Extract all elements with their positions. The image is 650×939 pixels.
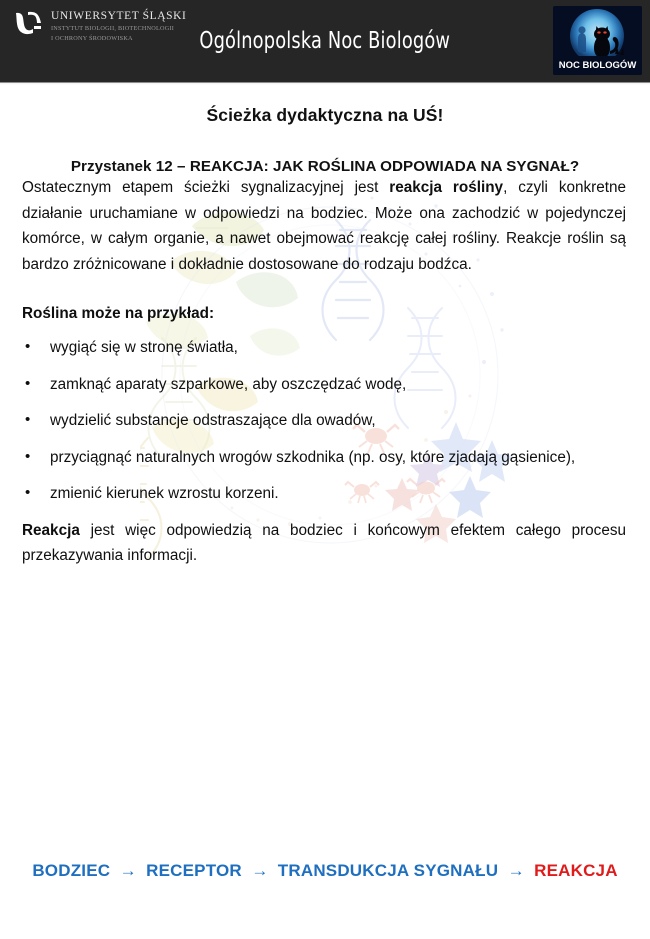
page-subtitle: Przystanek 12 – REAKCJA: JAK ROŚLINA ODPOWIADA NA SYGNAŁ? [70,158,580,175]
university-logo [14,9,187,44]
outro-bold-term: Reakcja [22,521,80,539]
badge-text: NOC BIOLOGÓW [558,60,637,71]
list-item: • wygiąć się w stronę światła, [22,335,626,361]
page-header [0,0,650,82]
university-wordmark [51,9,187,44]
chain-step-bodziec: BODZIEC [32,861,111,880]
page-title: Ścieżka dydaktyczna na UŚ! [206,105,444,125]
university-emblem-icon [14,10,44,37]
intro-text-part-2: , czyli konkretne działanie uruchamiane w odpowiedzi na bodziec. Może ona zachodzić w pojedynczej komórce, w całym organie, a nawet obejmować reakcję całej rośliny. Reakcje roślin są bardzo zróżnicowane i dokładnie dostosowane do rodzaju bodźca. [22,179,626,273]
list-item: • zmienić kierunek wzrostu korzeni. [22,481,626,507]
chain-step-receptor: RECEPTOR [146,861,242,880]
intro-paragraph [22,175,626,277]
signal-pathway-chain [0,861,650,881]
intro-bold-term: reakcja rośliny [389,179,504,196]
chain-step-transdukcja: TRANSDUKCJA SYGNAŁU [277,861,499,880]
chain-step-reakcja: REAKCJA [534,861,618,880]
chain-arrow-icon: → [251,861,269,880]
intro-text-part-1: Ostatecznym etapem ścieżki sygnalizacyjnej jest [22,179,390,196]
list-item: • zamknąć aparaty szparkowe, aby oszczędzać wodę, [22,372,626,398]
list-lead-in: Roślina może na przykład: [22,305,215,322]
outro-text: jest więc odpowiedzią na bodziec i końcowym efektem całego procesu przekazywania informacji. [22,521,626,564]
page-content [0,82,650,569]
noc-biologow-logo [553,6,642,75]
university-subtitle-line-2: I OCHRONY ŚRODOWISKA [51,35,133,43]
examples-list [22,335,626,507]
event-title: Ogólnopolska Noc Biologów [199,28,451,54]
list-item: • przyciągnąć naturalnych wrogów szkodnika (np. osy, które zjadają gąsienice), [22,445,626,471]
outro-paragraph [22,518,626,569]
chain-arrow-icon: → [119,861,137,880]
body-block [22,175,626,569]
university-name: UNIWERSYTET ŚLĄSKI [51,10,187,22]
chain-arrow-icon: → [507,861,525,880]
list-item: • wydzielić substancje odstraszające dla owadów, [22,408,626,434]
university-subtitle-line-1: INSTYTUT BIOLOGII, BIOTECHNOLOGII [51,25,175,32]
